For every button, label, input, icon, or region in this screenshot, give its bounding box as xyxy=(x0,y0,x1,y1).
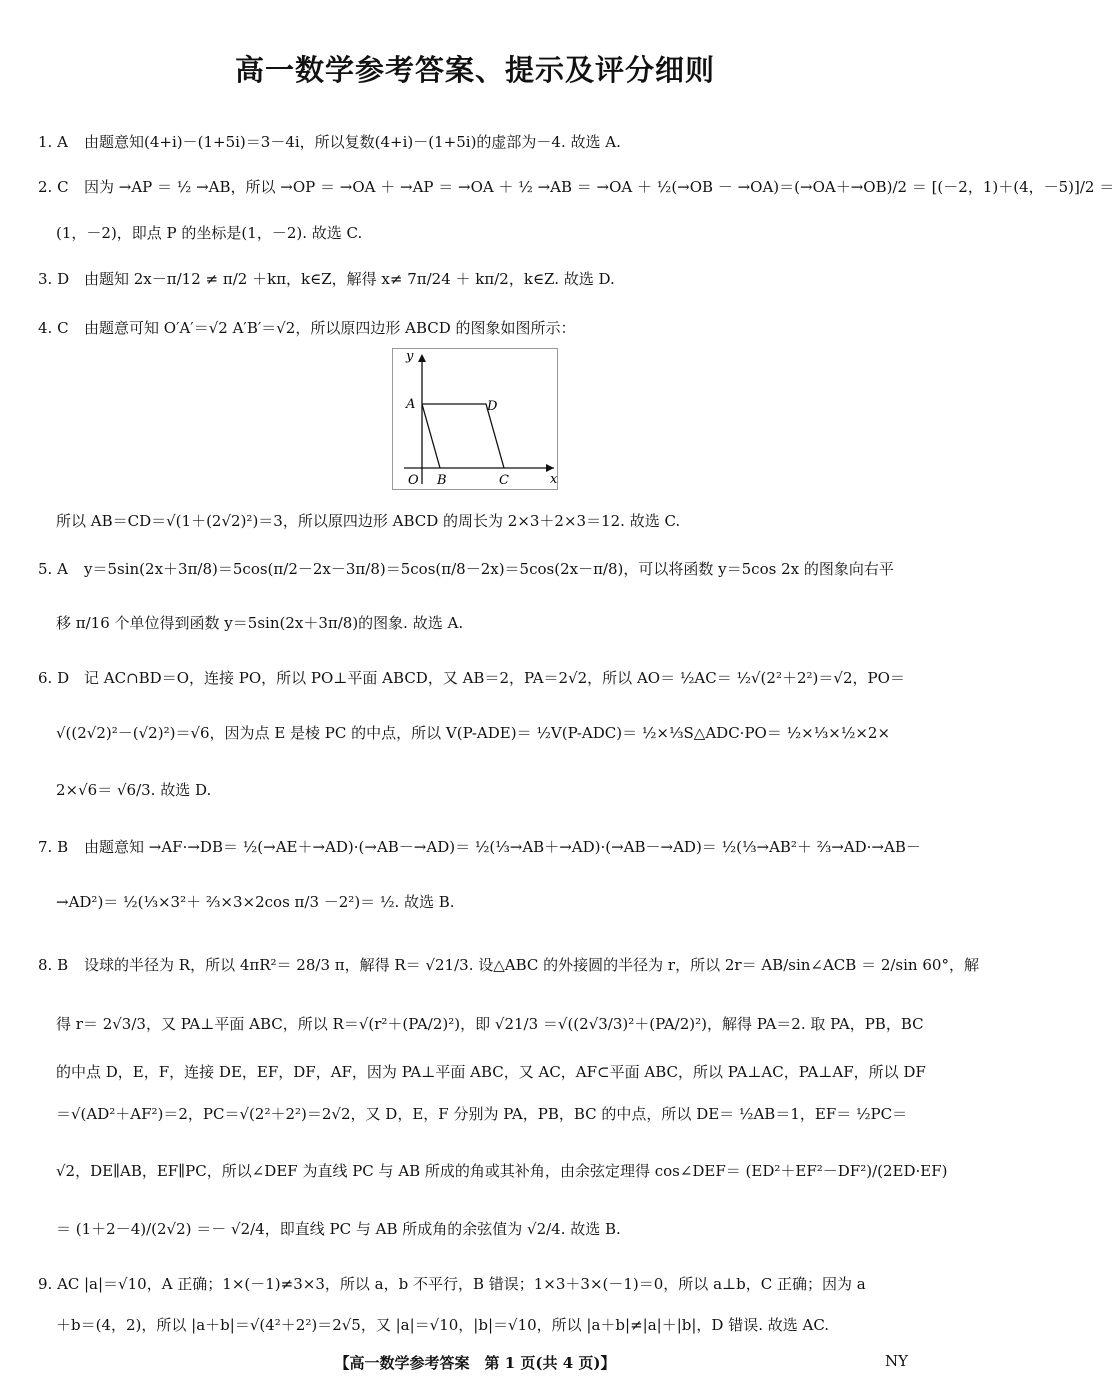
label-B: B xyxy=(437,473,447,488)
answer-number: 1. A xyxy=(38,133,68,151)
page-title: 高一数学参考答案、提示及评分细则 xyxy=(234,53,715,87)
answer-number: 8. B xyxy=(38,956,69,974)
answer-6-cont: 2×√6＝ √6/3. 故选 D. xyxy=(56,781,212,799)
answer-9 xyxy=(38,1273,914,1295)
answer-text: |a|＝√10，A 正确；1×(－1)≠3×3，所以 a，b 不平行，B 错误；1×3＋3×(－1)＝0，所以 a⊥b，C 正确；因为 a xyxy=(84,1275,866,1293)
answer-4-cont: 所以 AB＝CD＝√(1＋(2√2)²)＝3，所以原四边形 ABCD 的周长为 2×3＋2×3＝12. 故选 C. xyxy=(56,512,681,530)
x-axis-label: x xyxy=(550,472,558,487)
answer-5-cont: 移 π/16 个单位得到函数 y＝5sin(2x＋3π/8)的图象. 故选 A. xyxy=(56,614,464,632)
answer-number: 3. D xyxy=(38,270,70,288)
answer-2-cont: (1，－2)，即点 P 的坐标是(1，－2). 故选 C. xyxy=(56,224,363,242)
label-O: O xyxy=(408,473,419,488)
answer-7 xyxy=(38,836,921,858)
label-C: C xyxy=(499,473,509,488)
answer-number: 6. D xyxy=(38,669,70,687)
answer-text: 由题意可知 O′A′＝√2 A′B′＝√2，所以原四边形 ABCD 的图象如图所示： xyxy=(84,319,576,337)
answer-number: 9. AC xyxy=(38,1275,80,1293)
answer-text: 由题知 2x－π/12 ≠ π/2 ＋kπ，k∈Z，解得 x≠ 7π/24 ＋ kπ/2，k∈Z. 故选 D. xyxy=(84,270,615,288)
answer-8-cont: ＝ (1＋2－4)/(2√2) ＝－ √2/4，即直线 PC 与 AB 所成角的余弦值为 √2/4. 故选 B. xyxy=(56,1220,621,1238)
answer-8-cont: ＝√(AD²＋AF²)＝2，PC＝√(2²＋2²)＝2√2，又 D，E，F 分别为 PA，PB，BC 的中点，所以 DE＝ ½AB＝1，EF＝ ½PC＝ xyxy=(56,1105,908,1123)
answer-number: 5. A xyxy=(38,560,68,578)
answer-1 xyxy=(38,131,914,153)
answer-8-cont: 得 r＝ 2√3/3，又 PA⊥平面 ABC，所以 R＝√(r²＋(PA/2)²)，即 √21/3 ＝√((2√3/3)²＋(PA/2)²)，解得 PA＝2. 取 PA，PB，BC xyxy=(56,1015,924,1033)
answer-text: 因为 →AP ＝ ½ →AB，所以 →OP ＝ →OA ＋ →AP ＝ →OA ＋ ½ →AB ＝ →OA ＋ ½(→OB － →OA)＝(→OA＋→OB)/2 ＝ [(－2，1)＋(4，－5)]/2 ＝ xyxy=(84,178,1114,196)
answer-text: 设球的半径为 R，所以 4πR²＝ 28/3 π，解得 R＝ √21/3. 设△ABC 的外接圆的半径为 r，所以 2r＝ AB/sin∠ACB ＝ 2/sin 60°，解 xyxy=(84,956,979,974)
answer-5 xyxy=(38,558,914,580)
answer-6-cont: √((2√2)²－(√2)²)＝√6，因为点 E 是棱 PC 的中点，所以 V(P-ADE)＝ ½V(P-ADC)＝ ½×⅓S△ADC·PO＝ ½×⅓×½×2× xyxy=(56,724,891,742)
corner-code: NY xyxy=(884,1352,908,1370)
y-axis-label: y xyxy=(406,349,414,364)
answer-9-cont: ＋b＝(4，2)，所以 |a＋b|＝√(4²＋2²)＝2√5，又 |a|＝√10，|b|＝√10，所以 |a＋b|≠|a|＋|b|，D 错误. 故选 AC. xyxy=(56,1316,830,1334)
answer-text: 记 AC∩BD＝O，连接 PO，所以 PO⊥平面 ABCD，又 AB＝2，PA＝2√2，所以 AO＝ ½AC＝ ½√(2²＋2²)＝√2，PO＝ xyxy=(84,669,905,687)
answer-4 xyxy=(38,317,914,339)
answer-number: 4. C xyxy=(38,319,69,337)
answer-text: 由题意知(4+i)－(1+5i)＝3－4i，所以复数(4+i)－(1+5i)的虚部为－4. 故选 A. xyxy=(84,133,621,151)
answer-3 xyxy=(38,268,914,290)
quadrilateral-figure xyxy=(392,348,558,490)
answer-8 xyxy=(38,954,979,976)
answer-8-cont: √2，DE∥AB，EF∥PC，所以∠DEF 为直线 PC 与 AB 所成的角或其补角，由余弦定理得 cos∠DEF＝ (ED²＋EF²－DF²)/(2ED·EF) xyxy=(56,1162,948,1180)
answer-text: y＝5sin(2x＋3π/8)＝5cos(π/2－2x－3π/8)＝5cos(π/8－2x)＝5cos(2x－π/8)，可以将函数 y＝5cos 2x 的图象向右平 xyxy=(84,560,894,578)
answer-8-cont: 的中点 D，E，F，连接 DE，EF，DF，AF，因为 PA⊥平面 ABC，又 AC，AF⊂平面 ABC，所以 PA⊥AC，PA⊥AF，所以 DF xyxy=(56,1063,926,1081)
page-footer: 【高一数学参考答案 第 1 页(共 4 页)】 xyxy=(334,1354,616,1372)
answer-7-cont: →AD²)＝ ½(⅓×3²＋ ⅔×3×2cos π/3 －2²)＝ ½. 故选 B. xyxy=(56,893,455,911)
answer-number: 7. B xyxy=(38,838,69,856)
answer-2 xyxy=(38,176,1114,198)
answer-text: 由题意知 →AF·→DB＝ ½(→AE＋→AD)·(→AB－→AD)＝ ½(⅓→AB＋→AD)·(→AB－→AD)＝ ½(⅓→AB²＋ ⅔→AD·→AB－ xyxy=(84,838,921,856)
answer-6 xyxy=(38,667,914,689)
label-D: D xyxy=(487,399,498,414)
label-A: A xyxy=(406,397,416,412)
answer-number: 2. C xyxy=(38,178,69,196)
